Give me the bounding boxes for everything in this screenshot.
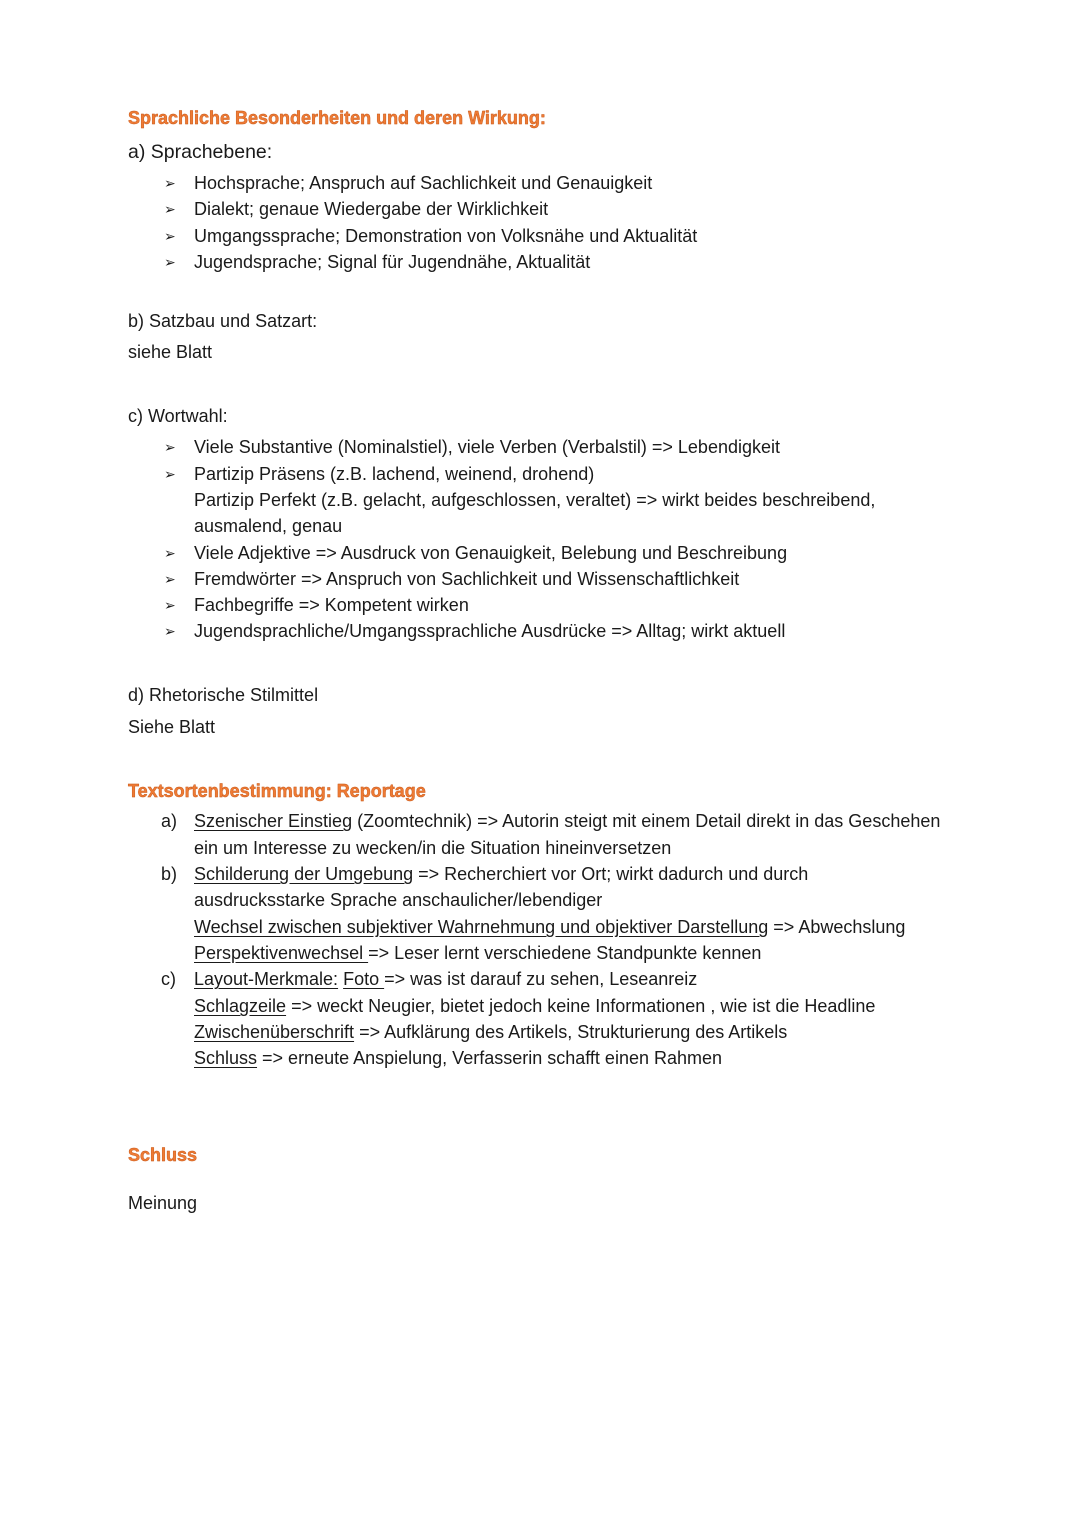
term-schilderung-umgebung: Schilderung der Umgebung: [194, 864, 414, 884]
item-text: => Abwechslung: [768, 917, 906, 937]
bullet-arrow-icon: ➢: [164, 623, 176, 639]
item-text: (Zoomtechnik) => Autorin steigt mit einem Detail direkt in das Geschehen: [352, 811, 941, 831]
term-szenischer-einstieg: Szenischer Einstieg: [194, 811, 353, 831]
item-text: => Recherchiert vor Ort; wirkt dadurch und durch: [413, 864, 809, 884]
list-item: Partizip Präsens (z.B. lachend, weinend, drohend): [194, 464, 595, 484]
bullet-arrow-icon: ➢: [164, 466, 176, 482]
item-text: => weckt Neugier, bietet jedoch keine Informationen , wie ist die Headline: [286, 996, 876, 1016]
conclusion-text: Meinung: [128, 1193, 198, 1213]
item-text: => Aufklärung des Artikels, Strukturierung des Artikels: [354, 1022, 788, 1042]
list-marker-c: c): [161, 969, 176, 989]
list-item-continuation: Partizip Perfekt (z.B. gelacht, aufgeschlossen, veraltet) => wirkt beides beschreibend,: [194, 490, 876, 510]
section-b-text: siehe Blatt: [128, 342, 213, 362]
heading-sprachliche-besonderheiten: Sprachliche Besonderheiten und deren Wirkung:: [128, 108, 546, 128]
list-item: Umgangssprache; Demonstration von Volksnähe und Aktualität: [194, 226, 698, 246]
term-foto: Foto: [343, 969, 385, 989]
bullet-arrow-icon: ➢: [164, 254, 176, 270]
list-item-continuation: [194, 914, 905, 940]
term-schlagzeile: Schlagzeile: [194, 996, 287, 1016]
list-item-continuation: [194, 940, 761, 966]
bullet-arrow-icon: ➢: [164, 597, 176, 613]
list-item: Fremdwörter => Anspruch von Sachlichkeit und Wissenschaftlichkeit: [194, 569, 740, 589]
list-item: Jugendsprache; Signal für Jugendnähe, Aktualität: [194, 252, 591, 272]
section-d-label: d) Rhetorische Stilmittel: [128, 685, 319, 705]
list-item-continuation: ausmalend, genau: [194, 516, 343, 536]
term-layout-merkmale: Layout-Merkmale:: [194, 969, 339, 989]
bullet-arrow-icon: ➢: [164, 439, 176, 455]
bullet-arrow-icon: ➢: [164, 201, 176, 217]
list-marker-b: b): [161, 864, 178, 884]
list-item-continuation: ein um Interesse zu wecken/in die Situation hineinversetzen: [194, 838, 672, 858]
list-item-continuation: [194, 1045, 722, 1071]
list-item-continuation: ausdrucksstarke Sprache anschaulicher/lebendiger: [194, 890, 603, 910]
list-item: Jugendsprachliche/Umgangssprachliche Ausdrücke => Alltag; wirkt aktuell: [194, 621, 786, 641]
list-item-continuation: [194, 1019, 787, 1045]
list-item: Viele Adjektive => Ausdruck von Genauigkeit, Belebung und Beschreibung: [194, 543, 788, 563]
heading-schluss: Schluss: [128, 1145, 198, 1165]
bullet-arrow-icon: ➢: [164, 571, 176, 587]
list-item: Viele Substantive (Nominalstiel), viele Verben (Verbalstil) => Lebendigkeit: [194, 437, 780, 457]
list-item: [194, 808, 940, 834]
heading-textsortenbestimmung: Textsortenbestimmung: Reportage: [128, 781, 426, 801]
term-schluss: Schluss: [194, 1048, 258, 1068]
bullet-arrow-icon: ➢: [164, 228, 176, 244]
section-b-label: b) Satzbau und Satzart:: [128, 311, 318, 331]
list-item: [194, 966, 697, 992]
item-text: => erneute Anspielung, Verfasserin schafft einen Rahmen: [257, 1048, 723, 1068]
section-c-label: c) Wortwahl:: [128, 406, 228, 426]
bullet-arrow-icon: ➢: [164, 175, 176, 191]
item-text: => was ist darauf zu sehen, Leseanreiz: [384, 969, 698, 989]
list-item: Hochsprache; Anspruch auf Sachlichkeit und Genauigkeit: [194, 173, 653, 193]
section-d-text: Siehe Blatt: [128, 717, 216, 737]
list-item: [194, 861, 808, 887]
bullet-arrow-icon: ➢: [164, 545, 176, 561]
term-perspektivenwechsel: Perspektivenwechsel: [194, 943, 369, 963]
list-item: Fachbegriffe => Kompetent wirken: [194, 595, 469, 615]
list-item: Dialekt; genaue Wiedergabe der Wirklichkeit: [194, 199, 549, 219]
term-zwischenueberschrift: Zwischenüberschrift: [194, 1022, 355, 1042]
list-item-continuation: [194, 993, 875, 1019]
list-marker-a: a): [161, 811, 178, 831]
term-wechsel: Wechsel zwischen subjektiver Wahrnehmung und objektiver Darstellung: [194, 917, 769, 937]
section-a-label: a) Sprachebene:: [128, 141, 273, 163]
item-text: => Leser lernt verschiedene Standpunkte kennen: [368, 943, 762, 963]
